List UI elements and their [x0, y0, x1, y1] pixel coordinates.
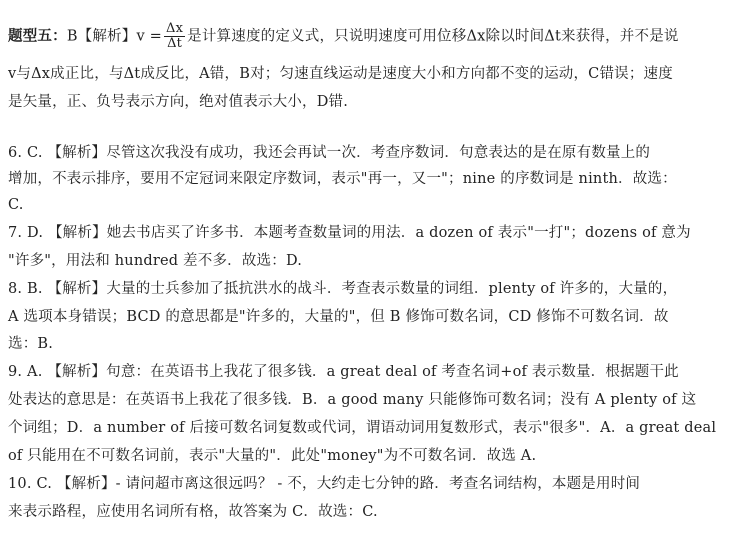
q8-line-3: 选：B.: [8, 336, 54, 352]
q9-line-4: of 只能用在不可数名词前，表示"大量的"．此处"money"为不可数名词．故选 A.: [8, 448, 537, 464]
fraction-denominator: Δt: [167, 36, 183, 51]
q9-line-2: 处表达的意思是：在英语书上我花了很多钱．B．a good many 只能修饰可数名词；没有 A plenty of 这: [8, 392, 697, 408]
q5-line-1-rest: 是计算速度的定义式，只说明速度可用位移Δx除以时间Δt来获得，并不是说: [187, 28, 679, 45]
velocity-fraction: [164, 22, 185, 51]
q5-line-1: [8, 22, 679, 51]
q5-label: 题型五：: [8, 27, 67, 45]
q9-line-1: 9. A. 【解析】句意：在英语书上我花了很多钱．a great deal of 考查名词+of 表示数量．根据题干此: [8, 364, 679, 380]
q10-line-1: 10. C. 【解析】- 请问超市离这很远吗？ - 不，大约走七分钟的路．考查名词结构，本题是用时间: [8, 476, 641, 492]
q7-line-2: "许多"，用法和 hundred 差不多．故选：D.: [8, 253, 303, 269]
q9-line-3: 个词组；D．a number of 后接可数名词复数或代词，谓语动词用复数形式，表示"很多"．A．a great deal: [8, 420, 717, 436]
q6-line-1: 6. C. 【解析】尽管这次我没有成功，我还会再试一次．考查序数词．句意表达的是在原有数量上的: [8, 145, 651, 161]
q7-line-1: 7. D. 【解析】她去书店买了许多书．本题考查数量词的用法．a dozen of 表示"一打"；dozens of 意为: [8, 225, 691, 241]
q10-line-2: 来表示路程，应使用名词所有格，故答案为 C．故选：C.: [8, 504, 378, 520]
q8-line-2: A 选项本身错误；BCD 的意思都是"许多的，大量的"，但 B 修饰可数名词，CD 修饰不可数名词．故: [8, 309, 669, 325]
q5-line-2: v与Δx成正比，与Δt成反比，A错，B对；匀速直线运动是速度大小和方向都不变的运动，C错误；速度: [8, 66, 673, 82]
q6-line-3: C.: [8, 197, 24, 213]
q8-line-1: 8. B. 【解析】大量的士兵参加了抵抗洪水的战斗．考查表示数量的词组．plenty of 许多的，大量的，: [8, 281, 678, 297]
q6-line-2: 增加，不表示排序，要用不定冠词来限定序数词，表示"再一，又一"；nine 的序数词是 ninth．故选：: [8, 171, 677, 187]
q5-line-3: 是矢量，正、负号表示方向，绝对值表示大小，D错.: [8, 94, 349, 110]
fraction-numerator: Δx: [166, 21, 184, 36]
q5-prefix: B【解析】v =: [66, 28, 163, 45]
